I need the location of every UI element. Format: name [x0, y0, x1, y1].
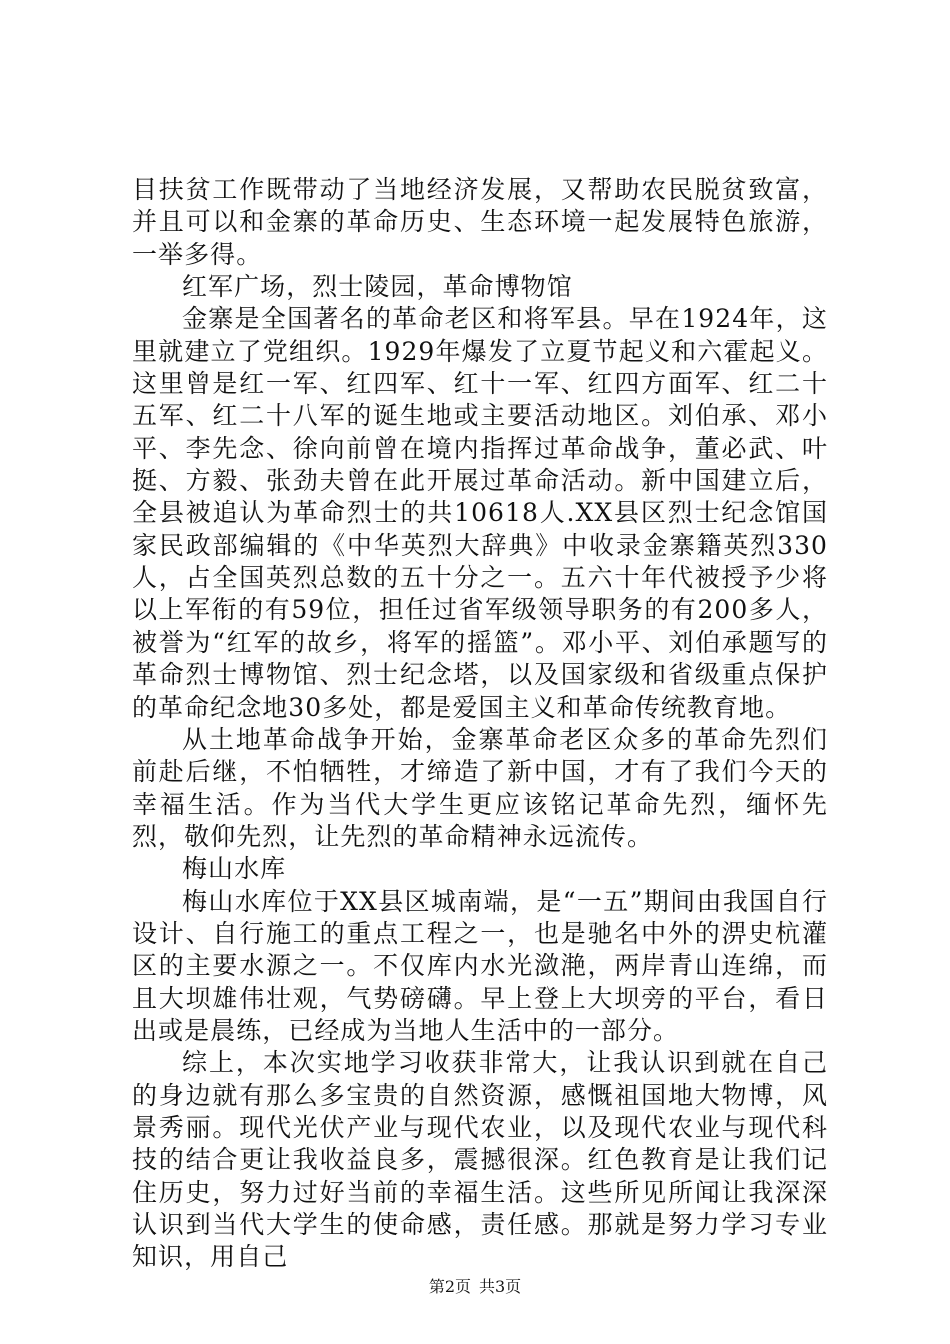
section-heading-red-army-square: 红军广场，烈士陵园，革命博物馆 — [182, 272, 573, 302]
paragraph-poverty-alleviation-continued: 目扶贫工作既带动了当地经济发展，又帮助农民脱贫致富，并且可以和金寨的革命历史、生态环境一起发展特色旅游，一举多得。 — [132, 175, 828, 269]
page-number-total: 共3页 — [479, 1277, 522, 1296]
page-number-current: 第2页 — [428, 1277, 471, 1296]
page-footer — [0, 1277, 950, 1297]
paragraph-jinzhai-revolution-history: 金寨是全国著名的革命老区和将军县。早在1924年，这里就建立了党组织。1929年爆发了立夏节起义和六霍起义。这里曾是红一军、红四军、红十一军、红四方面军、红二十五军、红二十八军的诞生地或主要活动地区。刘伯承、邓小平、李先念、徐向前曾在境内指挥过革命战争，董必武、叶挺、方毅、张劲夫曾在此开展过革命活动。新中国建立后，全县被追认为革命烈士的共10618人.XX县区烈士纪念馆国家民政部编辑的《中华英烈大辞典》中收录金寨籍英烈330人，占全国英烈总数的五十分之一。五六十年代被授予少将以上军衔的有59位，担任过省军级领导职务的有200多人，被誉为“红军的故乡，将军的摇篮”。邓小平、刘伯承题写的革命烈士博物馆、烈士纪念塔，以及国家级和省级重点保护的革命纪念地30多处，都是爱国主义和革命传统教育地。 — [132, 304, 828, 722]
paragraph-meishan-reservoir: 梅山水库位于XX县区城南端，是“一五”期间由我国自行设计、自行施工的重点工程之一，也是驰名中外的淠史杭灌区的主要水源之一。不仅库内水光潋滟，两岸青山连绵，而且大坝雄伟壮观，气势磅礴。早上登上大坝旁的平台，看日出或是晨练，已经成为当地人生活中的一部分。 — [132, 886, 828, 1045]
body-text — [132, 174, 828, 1274]
paragraph-revolutionary-martyrs: 从土地革命战争开始，金寨革命老区众多的革命先烈们前赴后继，不怕牺牲，才缔造了新中国，才有了我们今天的幸福生活。作为当代大学生更应该铭记革命先烈，缅怀先烈，敬仰先烈，让先烈的革命精神永远流传。 — [132, 724, 828, 851]
section-heading-meishan-reservoir: 梅山水库 — [182, 854, 287, 884]
paragraph-summary: 综上，本次实地学习收获非常大，让我认识到就在自己的身边就有那么多宝贵的自然资源，感慨祖国地大物博，风景秀丽。现代光伏产业与现代农业，以及现代农业与现代科技的结合更让我收益良多，震撼很深。红色教育是让我们记住历史，努力过好当前的幸福生活。这些所见所闻让我深深认识到当代大学生的使命感，责任感。那就是努力学习专业知识，用自己 — [132, 1048, 828, 1272]
